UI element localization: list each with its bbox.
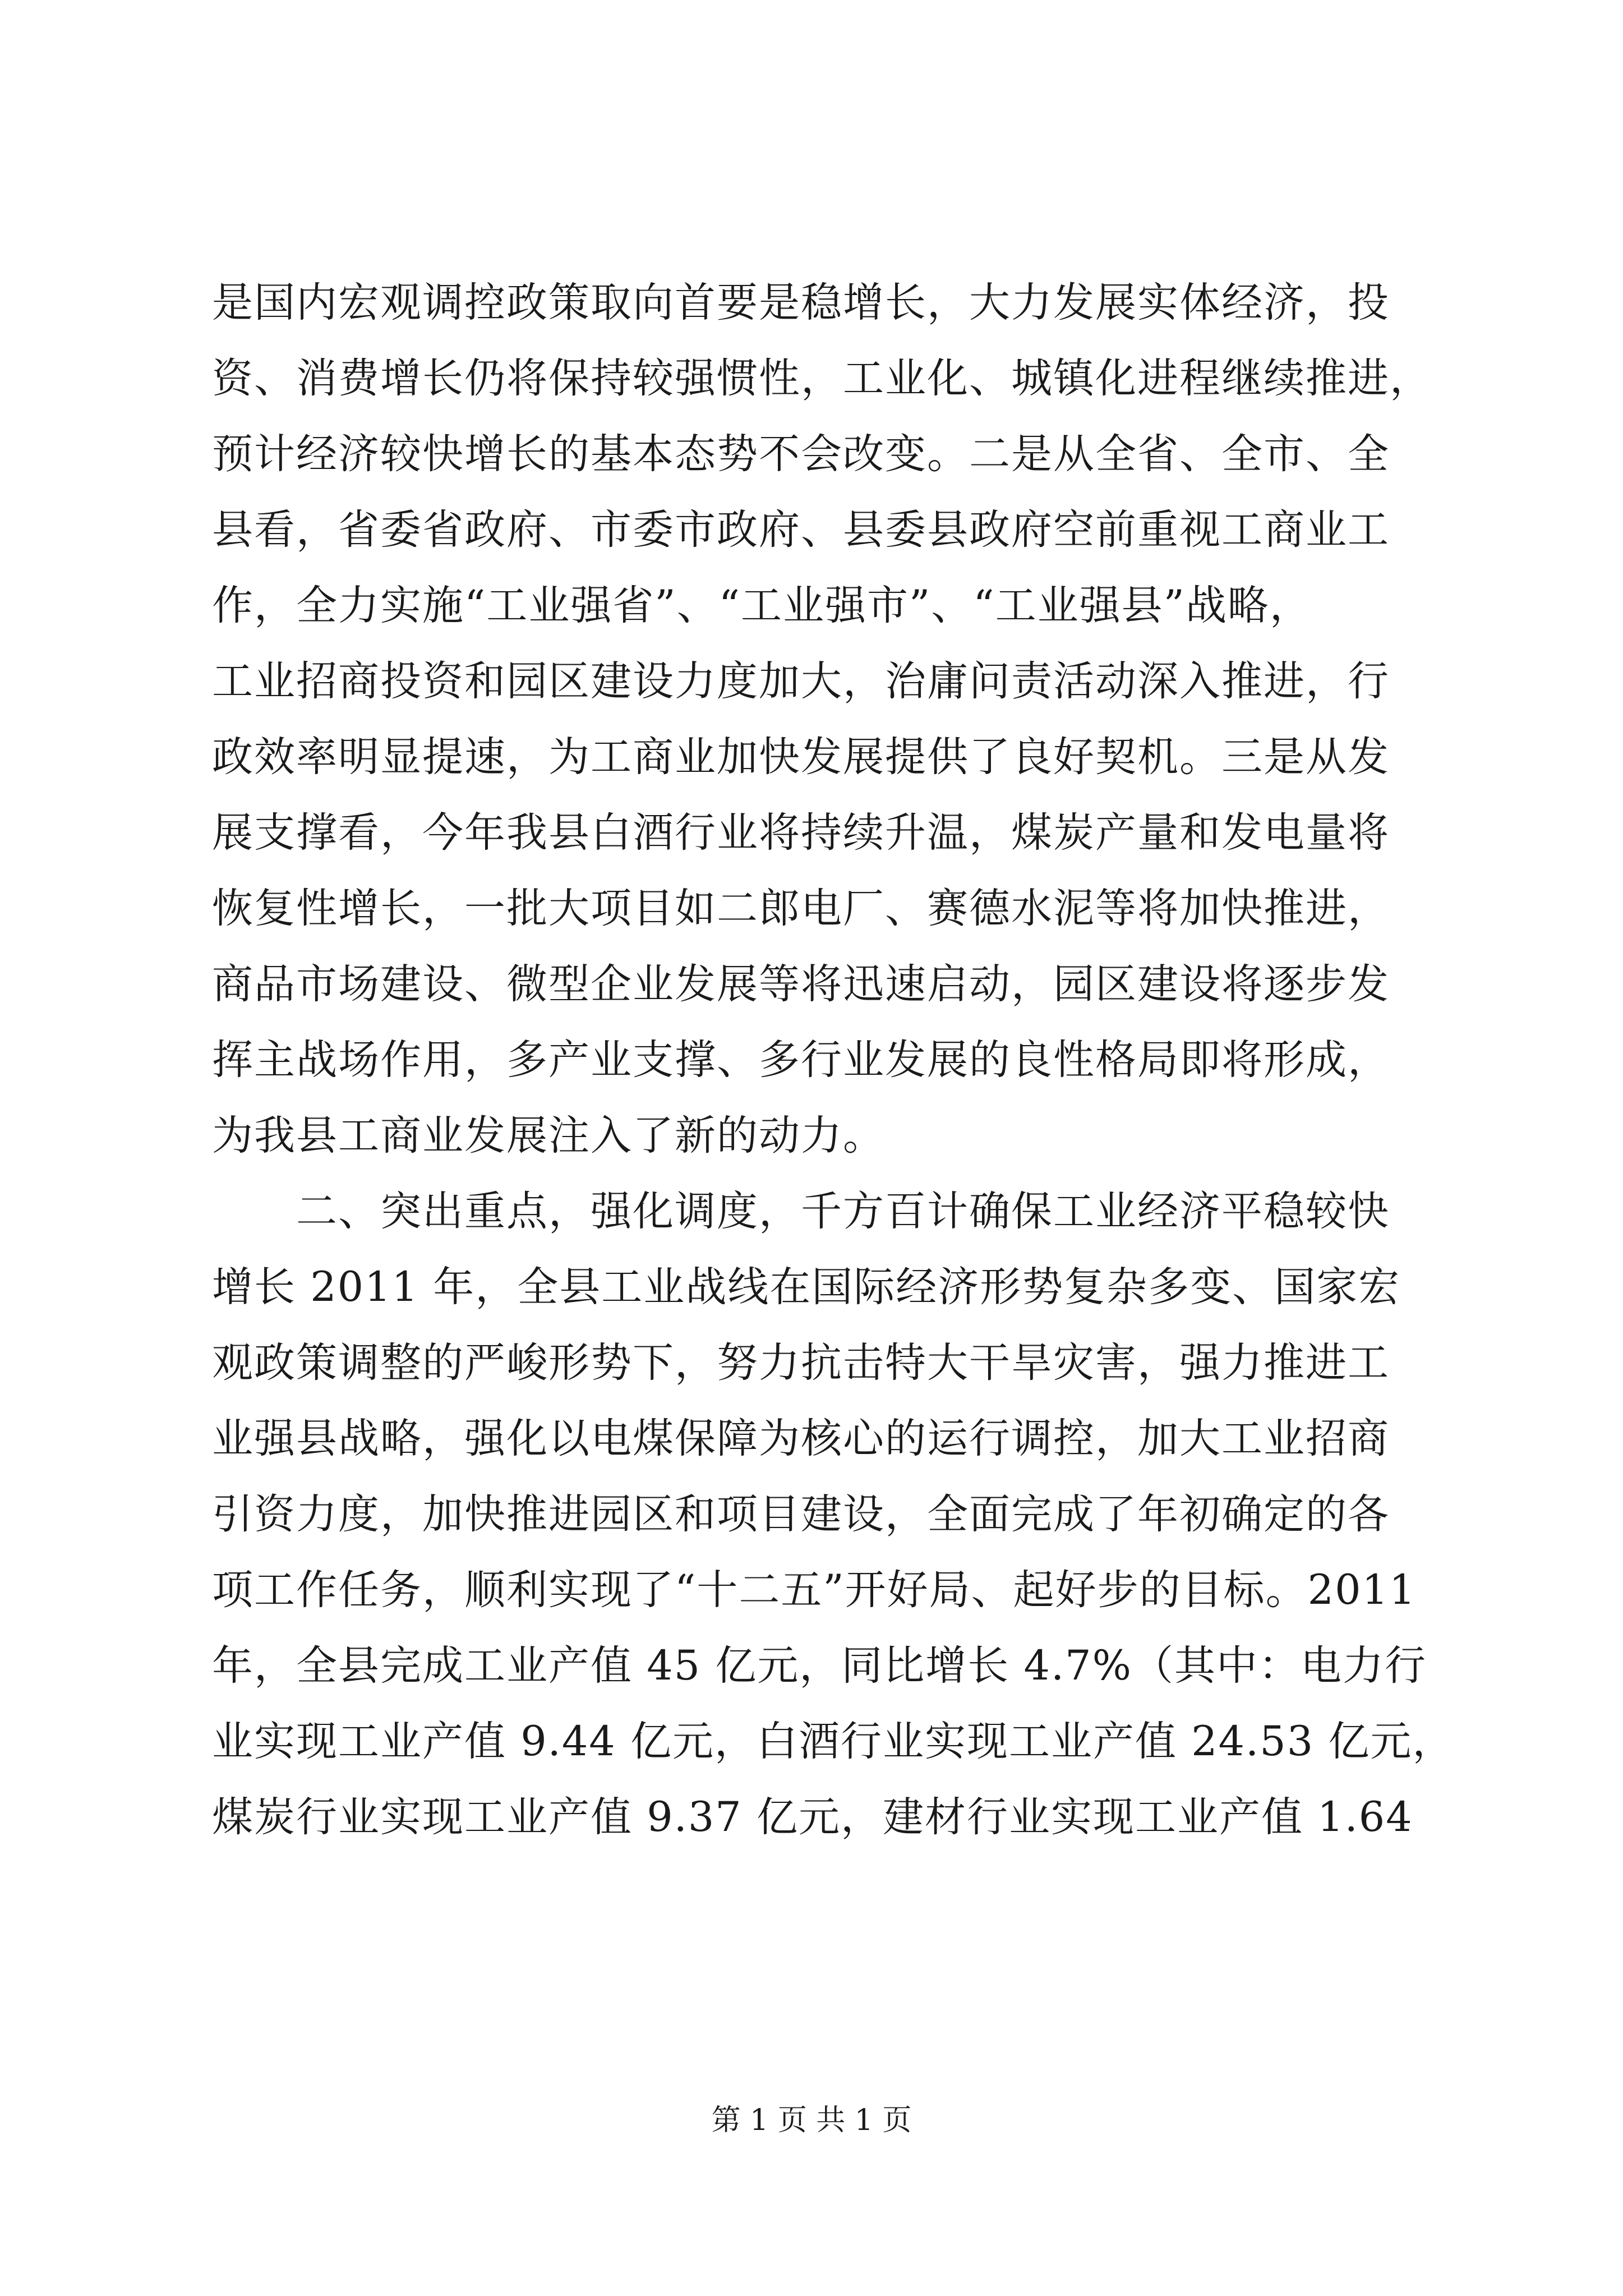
text-line: 作，全力实施“工业强省”、“工业强市”、“工业强县”战略， bbox=[212, 582, 1312, 629]
text-line: 县看，省委省政府、市委市政府、县委县政府空前重视工商业工 bbox=[212, 506, 1390, 554]
text-line: 预计经济较快增长的基本态势不会改变。二是从全省、全市、全 bbox=[212, 430, 1390, 478]
text-line: 年，全县完成工业产值 45 亿元，同比增长 4.7%（其中：电力行 bbox=[212, 1642, 1427, 1690]
page-footer: 第 1 页 共 1 页 bbox=[711, 2104, 912, 2137]
text-line: 煤炭行业实现工业产值 9.37 亿元，建材行业实现工业产值 1.64 bbox=[212, 1793, 1413, 1841]
text-line: 业实现工业产值 9.44 亿元，白酒行业实现工业产值 24.53 亿元， bbox=[212, 1718, 1455, 1765]
text-line: 商品市场建设、微型企业发展等将迅速启动，园区建设将逐步发 bbox=[212, 960, 1390, 1008]
text-line: 资、消费增长仍将保持较强惯性，工业化、城镇化进程继续推进， bbox=[212, 355, 1432, 402]
text-line: 引资力度，加快推进园区和项目建设，全面完成了年初确定的各 bbox=[212, 1490, 1390, 1538]
text-line: 展支撑看，今年我县白酒行业将持续升温，煤炭产量和发电量将 bbox=[212, 809, 1390, 857]
text-line: 政效率明显提速，为工商业加快发展提供了良好契机。三是从发 bbox=[212, 733, 1390, 781]
text-line: 挥主战场作用，多产业支撑、多行业发展的良性格局即将形成， bbox=[212, 1036, 1390, 1084]
text-line: 是国内宏观调控政策取向首要是稳增长，大力发展实体经济，投 bbox=[212, 279, 1390, 326]
text-line: 观政策调整的严峻形势下，努力抗击特大干旱灾害，强力推进工 bbox=[212, 1339, 1390, 1387]
text-line: 增长 2011 年，全县工业战线在国际经济形势复杂多变、国家宏 bbox=[212, 1263, 1401, 1311]
text-line: 工业招商投资和园区建设力度加大，治庸问责活动深入推进，行 bbox=[212, 657, 1390, 705]
text-line: 项工作任务，顺利实现了“十二五”开好局、起好步的目标。2011 bbox=[212, 1566, 1417, 1614]
text-line: 二、突出重点，强化调度，千方百计确保工业经济平稳较快 bbox=[212, 1188, 1390, 1235]
text-line: 为我县工商业发展注入了新的动力。 bbox=[212, 1112, 885, 1159]
text-line: 恢复性增长，一批大项目如二郎电厂、赛德水泥等将加快推进， bbox=[212, 885, 1390, 932]
text-line: 业强县战略，强化以电煤保障为核心的运行调控，加大工业招商 bbox=[212, 1415, 1390, 1462]
